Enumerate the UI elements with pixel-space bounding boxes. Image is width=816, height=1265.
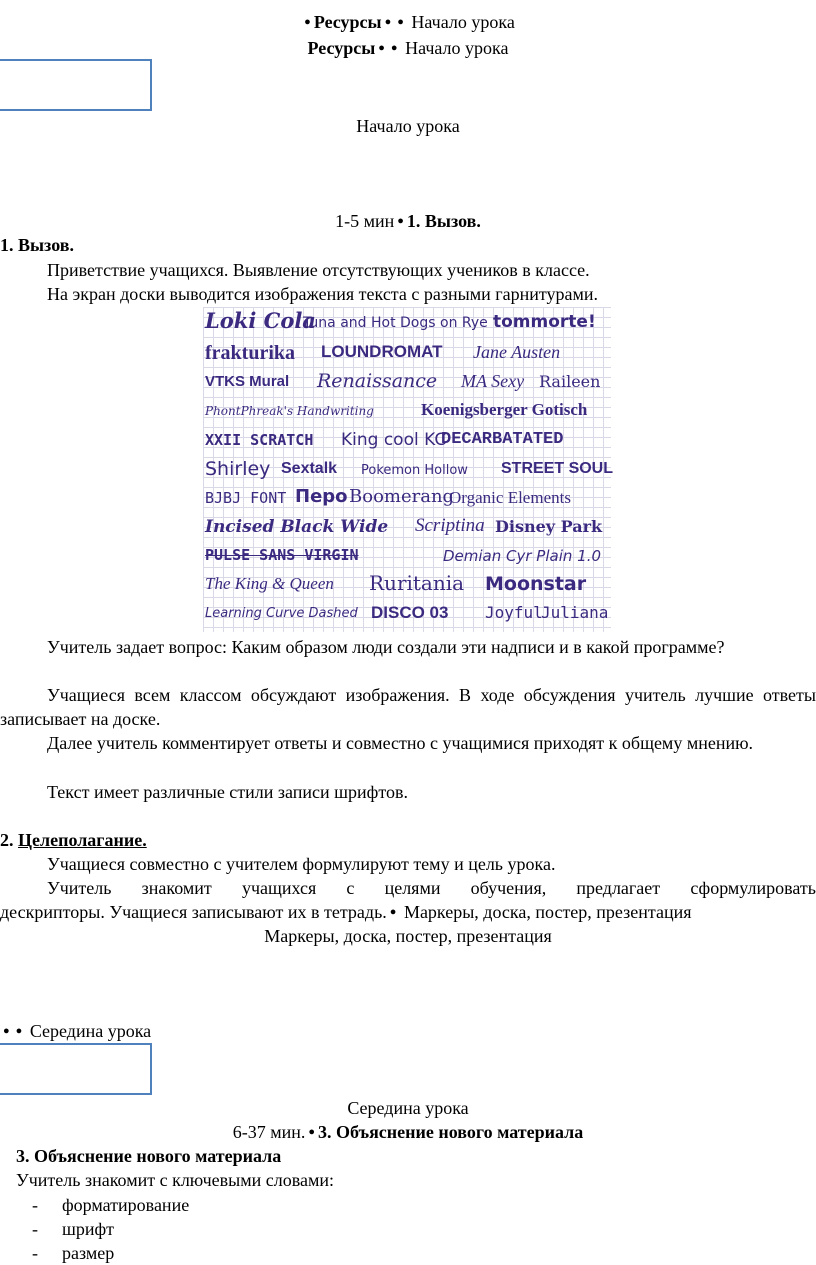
header-stage-label: Начало урока bbox=[405, 38, 509, 58]
font-sample: Raileen bbox=[539, 372, 601, 391]
bullet-icon bbox=[382, 12, 395, 32]
font-sample: Jane Austen bbox=[473, 342, 561, 362]
section-number: 2. bbox=[0, 830, 14, 850]
list-item: - шрифт bbox=[32, 1219, 115, 1239]
font-sample: BJBJ FONT bbox=[205, 489, 287, 507]
font-sample: PhontPhreak's Handwriting bbox=[205, 404, 374, 418]
font-sample: Demian Cyr Plain 1.0 bbox=[443, 547, 602, 565]
stage-line bbox=[0, 210, 816, 235]
stage-time: 6-37 мин. bbox=[232, 1122, 306, 1142]
font-sample: Loki Cola bbox=[205, 308, 316, 333]
stage-line bbox=[0, 1121, 816, 1146]
font-sample: Renaissance bbox=[317, 370, 438, 392]
font-sample: Boomerang bbox=[349, 486, 455, 507]
section-heading: 3. Объяснение нового материала bbox=[16, 1146, 282, 1166]
paragraph: Учитель знакомит учащихся с целями обучения, предлагает сформулировать bbox=[47, 878, 816, 898]
paragraph-end: дескрипторы. Учащиеся записывают их в тетрадь. bbox=[0, 902, 387, 922]
paragraph: Далее учитель комментирует ответы и совместно с учащимися приходят к общему мнению. bbox=[47, 733, 754, 753]
font-sample: The King & Queen bbox=[205, 574, 334, 593]
list-item: - размер bbox=[32, 1243, 115, 1263]
bullet-icon bbox=[0, 1021, 13, 1041]
header-resources-label: Ресурсы bbox=[313, 12, 382, 32]
stage-time: 1-5 мин bbox=[335, 211, 395, 231]
keyword: размер bbox=[62, 1243, 115, 1263]
font-sample: MA Sexy bbox=[461, 371, 525, 391]
bullet-icon bbox=[375, 38, 388, 58]
section-header-line bbox=[0, 1020, 151, 1045]
header-stage-label: Середина урока bbox=[29, 1021, 152, 1041]
paragraph: Текст имеет различные стили записи шрифтов. bbox=[47, 782, 408, 802]
font-sample: Disney Park bbox=[495, 517, 603, 536]
font-sample: XXII SCRATCH bbox=[205, 431, 314, 449]
paragraph: Учащиеся совместно с учителем формулируют тему и цель урока. bbox=[47, 854, 556, 874]
resources-inline: Маркеры, доска, постер, презентация bbox=[403, 902, 692, 922]
font-sample: Joyful bbox=[485, 603, 543, 622]
header-line-1 bbox=[0, 11, 816, 36]
font-sample: STREET SOUL bbox=[501, 460, 614, 477]
resources-line: Маркеры, доска, постер, презентация bbox=[264, 926, 552, 946]
paragraph bbox=[0, 901, 692, 926]
font-sample: Scriptina bbox=[415, 515, 485, 536]
font-sample: King cool KC bbox=[341, 430, 447, 450]
keyword: форматирование bbox=[62, 1195, 190, 1215]
paragraph: Приветствие учащихся. Выявление отсутствующих учеников в классе. bbox=[47, 260, 590, 280]
section-title: Середина урока bbox=[347, 1098, 469, 1118]
header-stage-label: Начало урока bbox=[411, 12, 515, 32]
bullet-icon bbox=[305, 1122, 318, 1142]
font-sample: Juliana bbox=[541, 603, 609, 622]
bullet-icon bbox=[13, 1021, 26, 1041]
paragraph: Учащиеся всем классом обсуждают изображения. В ходе обсуждения учитель лучшие ответы записывает на доске. bbox=[0, 685, 816, 729]
font-sample: Tuna and Hot Dogs on Rye bbox=[303, 315, 488, 331]
list-item: - форматирование bbox=[32, 1195, 190, 1215]
font-sample: tommorte! bbox=[493, 312, 596, 332]
font-sample: Organic Elements bbox=[449, 488, 571, 507]
font-sample: Moonstar bbox=[485, 573, 587, 595]
paragraph: Учитель задает вопрос: Каким образом люди создали эти надписи и в какой программе? bbox=[47, 637, 725, 657]
bullet-icon bbox=[394, 211, 407, 231]
font-sample: Sextalk bbox=[281, 460, 338, 477]
stage-name: 3. Объяснение нового материала bbox=[318, 1122, 584, 1142]
bullet-icon bbox=[387, 902, 400, 922]
header-resources-label: Ресурсы bbox=[307, 38, 376, 58]
font-sample: DECARBATATED bbox=[441, 430, 564, 449]
font-sample: VTKS Mural bbox=[205, 373, 290, 390]
paragraph: Учитель знакомит с ключевыми словами: bbox=[16, 1170, 334, 1190]
bullet-icon bbox=[394, 12, 407, 32]
section-heading: 1. Вызов. bbox=[0, 235, 74, 255]
stage-name: 1. Вызов. bbox=[406, 211, 481, 231]
font-sample: LOUNDROMAT bbox=[321, 342, 443, 361]
font-samples-image bbox=[203, 307, 614, 632]
frame-box bbox=[0, 59, 152, 111]
section-heading bbox=[0, 829, 147, 851]
font-sample: Koenigsberger Gotisch bbox=[421, 400, 588, 419]
font-sample: Learning Curve Dashed bbox=[205, 606, 358, 621]
paragraph: На экран доски выводится изображения текста с разными гарнитурами. bbox=[47, 284, 599, 304]
keyword: шрифт bbox=[62, 1219, 115, 1239]
font-sample: Pokemon Hollow bbox=[361, 463, 468, 478]
section-title: Начало урока bbox=[356, 116, 460, 136]
font-sample: Ruritania bbox=[369, 571, 465, 595]
font-sample: frakturika bbox=[205, 342, 295, 364]
font-sample: DISCO 03 bbox=[371, 603, 449, 622]
font-sample: Incised Black Wide bbox=[205, 517, 389, 537]
section-heading-text: Целеполагание. bbox=[18, 830, 147, 850]
bullet-icon bbox=[301, 12, 314, 32]
font-sample: Shirley bbox=[205, 458, 271, 480]
font-sample: PULSE SANS VIRGIN bbox=[205, 546, 359, 564]
frame-box bbox=[0, 1043, 152, 1095]
bullet-icon bbox=[388, 38, 401, 58]
font-sample: Пepo bbox=[295, 486, 348, 507]
